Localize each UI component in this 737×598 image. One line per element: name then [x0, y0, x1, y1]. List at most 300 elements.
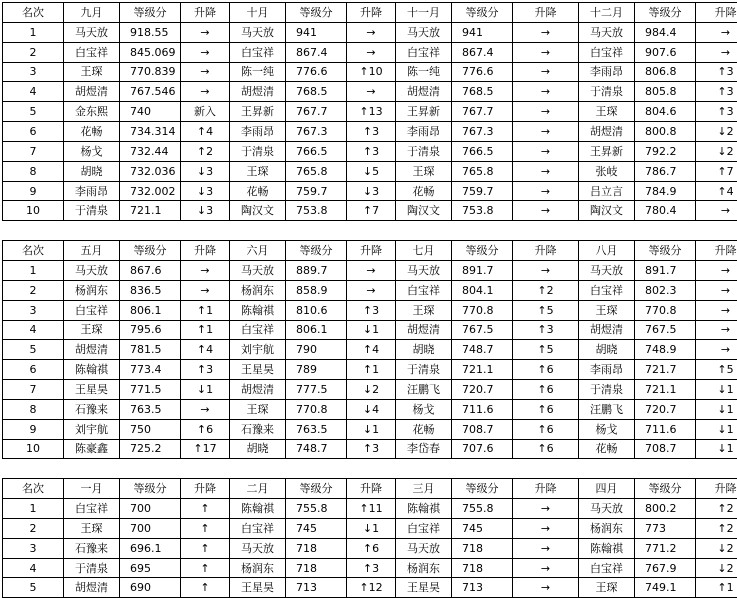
- rank-change-cell: ↑17: [181, 439, 230, 459]
- player-name-cell: 杨润东: [579, 518, 635, 538]
- player-name-cell: 马天放: [230, 22, 286, 42]
- rank-cell: 7: [3, 380, 64, 400]
- rank-change-cell: 新入: [181, 102, 230, 122]
- spacer-cell: [635, 459, 696, 479]
- rating-cell: 771.2: [635, 538, 696, 558]
- player-name-cell: 白宝祥: [579, 42, 635, 62]
- rating-cell: 753.8: [286, 201, 347, 221]
- rank-change-cell: ↓3: [181, 201, 230, 221]
- column-header: 等级分: [120, 3, 181, 23]
- player-name-cell: 花畅: [64, 122, 120, 142]
- rank-change-cell: ↑2: [513, 280, 579, 300]
- player-name-cell: 杨润东: [230, 280, 286, 300]
- player-name-cell: 白宝祥: [64, 499, 120, 519]
- rank-change-cell: ↑1: [181, 300, 230, 320]
- player-name-cell: 汪鹏飞: [579, 399, 635, 419]
- player-name-cell: 胡煜清: [396, 82, 452, 102]
- rank-change-cell: →: [513, 558, 579, 578]
- player-name-cell: 王琛: [396, 161, 452, 181]
- rank-change-cell: ↓2: [347, 380, 396, 400]
- rank-cell: 2: [3, 518, 64, 538]
- column-header: 十二月: [579, 3, 635, 23]
- rating-cell: 750: [120, 419, 181, 439]
- rank-cell: 1: [3, 22, 64, 42]
- rating-cell: 721.1: [120, 201, 181, 221]
- rank-change-cell: ↑6: [347, 538, 396, 558]
- player-name-cell: 马天放: [579, 260, 635, 280]
- column-header: 升降: [347, 479, 396, 499]
- table-row: [3, 201, 737, 221]
- player-name-cell: 王琛: [396, 300, 452, 320]
- column-header: 升降: [696, 241, 737, 261]
- rank-cell: 9: [3, 419, 64, 439]
- rating-cell: 740: [120, 102, 181, 122]
- rank-cell: 5: [3, 340, 64, 360]
- column-header: 等级分: [286, 479, 347, 499]
- player-name-cell: 石豫来: [64, 399, 120, 419]
- rank-change-cell: ↑4: [181, 122, 230, 142]
- rating-cell: 781.5: [120, 340, 181, 360]
- player-name-cell: 白宝祥: [396, 280, 452, 300]
- column-header: 七月: [396, 241, 452, 261]
- spacer-cell: [64, 221, 120, 241]
- spacer-cell: [579, 221, 635, 241]
- rank-change-cell: ↑6: [513, 360, 579, 380]
- rating-cell: 763.5: [286, 419, 347, 439]
- rating-cell: 745: [452, 518, 513, 538]
- player-name-cell: 王星昊: [230, 578, 286, 598]
- table-row: [3, 518, 737, 538]
- player-name-cell: 花畅: [579, 439, 635, 459]
- rating-cell: 713: [452, 578, 513, 598]
- rank-change-cell: ↑13: [347, 102, 396, 122]
- rating-cell: 711.6: [452, 399, 513, 419]
- player-name-cell: 刘宇航: [230, 340, 286, 360]
- rank-change-cell: →: [181, 260, 230, 280]
- player-name-cell: 白宝祥: [64, 42, 120, 62]
- rank-cell: 4: [3, 82, 64, 102]
- rank-change-cell: ↑: [181, 499, 230, 519]
- player-name-cell: 胡晓: [230, 439, 286, 459]
- player-name-cell: 胡煜清: [230, 380, 286, 400]
- player-name-cell: 胡煜清: [230, 82, 286, 102]
- rank-change-cell: →: [181, 22, 230, 42]
- rating-cell: 941: [286, 22, 347, 42]
- player-name-cell: 白宝祥: [396, 518, 452, 538]
- player-name-cell: 王琛: [230, 399, 286, 419]
- player-name-cell: 王琛: [64, 518, 120, 538]
- rank-cell: 4: [3, 320, 64, 340]
- column-header: 升降: [696, 3, 737, 23]
- rank-change-cell: ↑3: [696, 82, 737, 102]
- spacer-cell: [120, 459, 181, 479]
- column-header: 五月: [64, 241, 120, 261]
- rank-change-cell: ↓1: [347, 320, 396, 340]
- spacer-cell: [120, 221, 181, 241]
- player-name-cell: 王琛: [579, 300, 635, 320]
- spacer-cell: [286, 459, 347, 479]
- ranking-table: [2, 2, 737, 598]
- rank-change-cell: →: [513, 82, 579, 102]
- rank-change-cell: ↑2: [696, 518, 737, 538]
- column-header: 六月: [230, 241, 286, 261]
- column-header: 升降: [181, 3, 230, 23]
- spacer-cell: [635, 221, 696, 241]
- rating-cell: 708.7: [452, 419, 513, 439]
- rank-change-cell: →: [181, 82, 230, 102]
- rank-change-cell: ↑3: [347, 300, 396, 320]
- rank-change-cell: ↑6: [513, 439, 579, 459]
- rank-change-cell: →: [513, 578, 579, 598]
- rating-cell: 770.8: [635, 300, 696, 320]
- spacer-cell: [181, 221, 230, 241]
- player-name-cell: 白宝祥: [64, 300, 120, 320]
- player-name-cell: 胡煜清: [396, 320, 452, 340]
- rank-change-cell: ↑4: [181, 340, 230, 360]
- rating-cell: 867.4: [286, 42, 347, 62]
- player-name-cell: 王星昊: [64, 380, 120, 400]
- rank-change-cell: ↑5: [696, 360, 737, 380]
- rating-cell: 941: [452, 22, 513, 42]
- rank-cell: 8: [3, 161, 64, 181]
- rank-change-cell: ↑6: [513, 419, 579, 439]
- player-name-cell: 白宝祥: [230, 320, 286, 340]
- player-name-cell: 陈一纯: [230, 62, 286, 82]
- rank-change-cell: ↑3: [513, 320, 579, 340]
- rank-change-cell: ↑5: [513, 340, 579, 360]
- rating-cell: 718: [452, 558, 513, 578]
- rank-change-cell: ↓1: [347, 419, 396, 439]
- rank-change-cell: →: [513, 122, 579, 142]
- table-row: [3, 260, 737, 280]
- player-name-cell: 白宝祥: [579, 280, 635, 300]
- rating-cell: 720.7: [635, 399, 696, 419]
- rank-cell: 5: [3, 102, 64, 122]
- rating-cell: 718: [452, 538, 513, 558]
- player-name-cell: 金东熙: [64, 102, 120, 122]
- player-name-cell: 马天放: [64, 260, 120, 280]
- rank-change-cell: →: [696, 280, 737, 300]
- rating-cell: 773: [635, 518, 696, 538]
- table-row: [3, 578, 737, 598]
- player-name-cell: 张岐: [579, 161, 635, 181]
- spacer-cell: [513, 221, 579, 241]
- spacer-cell: [3, 221, 64, 241]
- rating-cell: 889.7: [286, 260, 347, 280]
- rating-cell: 753.8: [452, 201, 513, 221]
- rank-change-cell: ↓3: [181, 181, 230, 201]
- rating-cell: 767.546: [120, 82, 181, 102]
- table-row: [3, 82, 737, 102]
- rank-change-cell: →: [513, 102, 579, 122]
- table-row: [3, 280, 737, 300]
- header-row: [3, 479, 737, 499]
- column-header: 一月: [64, 479, 120, 499]
- rank-change-cell: →: [513, 518, 579, 538]
- rating-cell: 768.5: [286, 82, 347, 102]
- rank-change-cell: →: [181, 62, 230, 82]
- rank-cell: 4: [3, 558, 64, 578]
- rank-change-cell: ↑5: [513, 300, 579, 320]
- rank-change-cell: ↓4: [347, 399, 396, 419]
- player-name-cell: 李岱春: [396, 439, 452, 459]
- column-header: 三月: [396, 479, 452, 499]
- block-spacer-row: [3, 221, 737, 241]
- rating-cell: 759.7: [452, 181, 513, 201]
- rank-change-cell: →: [513, 499, 579, 519]
- rating-cell: 776.6: [452, 62, 513, 82]
- player-name-cell: 马天放: [579, 22, 635, 42]
- player-name-cell: 石豫来: [230, 419, 286, 439]
- player-name-cell: 白宝祥: [579, 558, 635, 578]
- rank-cell: 6: [3, 360, 64, 380]
- rank-change-cell: →: [181, 399, 230, 419]
- player-name-cell: 胡煜清: [64, 340, 120, 360]
- rank-change-cell: →: [347, 42, 396, 62]
- rating-cell: 845.069: [120, 42, 181, 62]
- player-name-cell: 花畅: [230, 181, 286, 201]
- rank-cell: 1: [3, 260, 64, 280]
- rank-change-cell: ↑1: [696, 578, 737, 598]
- player-name-cell: 王昇新: [230, 102, 286, 122]
- player-name-cell: 白宝祥: [230, 518, 286, 538]
- spacer-cell: [286, 221, 347, 241]
- player-name-cell: 杨润东: [396, 558, 452, 578]
- player-name-cell: 胡晓: [579, 340, 635, 360]
- rank-change-cell: ↓1: [696, 380, 737, 400]
- rating-cell: 786.7: [635, 161, 696, 181]
- rating-cell: 721.1: [452, 360, 513, 380]
- rating-cell: 806.1: [286, 320, 347, 340]
- player-name-cell: 李雨昂: [579, 62, 635, 82]
- rank-change-cell: ↑2: [181, 141, 230, 161]
- rating-cell: 867.4: [452, 42, 513, 62]
- rating-cell: 789: [286, 360, 347, 380]
- rating-cell: 804.6: [635, 102, 696, 122]
- rank-change-cell: ↓2: [696, 122, 737, 142]
- rank-change-cell: →: [181, 280, 230, 300]
- rank-cell: 1: [3, 499, 64, 519]
- player-name-cell: 花畅: [396, 181, 452, 201]
- table-row: [3, 558, 737, 578]
- rank-change-cell: ↑12: [347, 578, 396, 598]
- player-name-cell: 王琛: [579, 578, 635, 598]
- rating-cell: 773.4: [120, 360, 181, 380]
- rating-cell: 765.8: [452, 161, 513, 181]
- player-name-cell: 于清泉: [396, 141, 452, 161]
- player-name-cell: 陶汉文: [230, 201, 286, 221]
- rank-cell: 7: [3, 141, 64, 161]
- column-header: 升降: [181, 241, 230, 261]
- rank-change-cell: ↑: [181, 518, 230, 538]
- rating-cell: 767.5: [452, 320, 513, 340]
- rating-cell: 767.3: [286, 122, 347, 142]
- rating-cell: 771.5: [120, 380, 181, 400]
- player-name-cell: 杨戈: [579, 419, 635, 439]
- rank-cell: 9: [3, 181, 64, 201]
- column-header: 等级分: [120, 479, 181, 499]
- player-name-cell: 杨润东: [64, 280, 120, 300]
- rating-cell: 891.7: [635, 260, 696, 280]
- column-header: 等级分: [635, 479, 696, 499]
- rating-cell: 767.9: [635, 558, 696, 578]
- rank-change-cell: ↓3: [347, 181, 396, 201]
- rank-change-cell: ↑: [181, 558, 230, 578]
- column-header: 升降: [513, 241, 579, 261]
- rating-cell: 700: [120, 499, 181, 519]
- rank-change-cell: ↑6: [513, 380, 579, 400]
- rating-cell: 770.839: [120, 62, 181, 82]
- table-row: [3, 399, 737, 419]
- rank-change-cell: →: [513, 201, 579, 221]
- spacer-cell: [696, 221, 737, 241]
- column-header: 等级分: [286, 3, 347, 23]
- header-row: [3, 241, 737, 261]
- player-name-cell: 杨戈: [64, 141, 120, 161]
- spacer-cell: [396, 459, 452, 479]
- spacer-cell: [396, 221, 452, 241]
- rating-cell: 767.7: [286, 102, 347, 122]
- rank-change-cell: →: [513, 260, 579, 280]
- column-header: 十一月: [396, 3, 452, 23]
- rank-cell: 2: [3, 42, 64, 62]
- rating-cell: 768.5: [452, 82, 513, 102]
- rank-change-cell: ↑1: [347, 360, 396, 380]
- player-name-cell: 于清泉: [230, 141, 286, 161]
- table-row: [3, 300, 737, 320]
- rank-change-cell: →: [696, 201, 737, 221]
- column-header: 名次: [3, 479, 64, 499]
- player-name-cell: 胡煜清: [579, 320, 635, 340]
- rank-change-cell: ↓1: [181, 380, 230, 400]
- rating-cell: 748.9: [635, 340, 696, 360]
- player-name-cell: 白宝祥: [230, 42, 286, 62]
- table-row: [3, 360, 737, 380]
- player-name-cell: 陈翰祺: [230, 300, 286, 320]
- rank-change-cell: ↑3: [347, 558, 396, 578]
- rank-change-cell: ↑3: [347, 439, 396, 459]
- rating-cell: 711.6: [635, 419, 696, 439]
- rating-cell: 792.2: [635, 141, 696, 161]
- column-header: 等级分: [286, 241, 347, 261]
- spacer-cell: [452, 221, 513, 241]
- rating-cell: 767.3: [452, 122, 513, 142]
- rating-cell: 867.6: [120, 260, 181, 280]
- player-name-cell: 杨润东: [230, 558, 286, 578]
- player-name-cell: 王昇新: [396, 102, 452, 122]
- player-name-cell: 陈一纯: [396, 62, 452, 82]
- player-name-cell: 石豫来: [64, 538, 120, 558]
- rating-cell: 790: [286, 340, 347, 360]
- rank-change-cell: ↓2: [696, 141, 737, 161]
- column-header: 等级分: [452, 3, 513, 23]
- table-row: [3, 419, 737, 439]
- rank-change-cell: ↑4: [347, 340, 396, 360]
- rating-cell: 765.8: [286, 161, 347, 181]
- column-header: 升降: [347, 3, 396, 23]
- rating-cell: 804.1: [452, 280, 513, 300]
- rating-cell: 770.8: [286, 399, 347, 419]
- rank-change-cell: ↑2: [696, 499, 737, 519]
- rank-change-cell: →: [347, 22, 396, 42]
- rank-change-cell: ↓1: [696, 419, 737, 439]
- player-name-cell: 王琛: [64, 320, 120, 340]
- rating-cell: 721.7: [635, 360, 696, 380]
- rank-change-cell: ↓1: [696, 439, 737, 459]
- rating-cell: 718: [286, 538, 347, 558]
- rank-change-cell: →: [513, 62, 579, 82]
- rating-cell: 891.7: [452, 260, 513, 280]
- rating-cell: 777.5: [286, 380, 347, 400]
- player-name-cell: 于清泉: [396, 360, 452, 380]
- player-name-cell: 陶汉文: [579, 201, 635, 221]
- spacer-cell: [64, 459, 120, 479]
- rank-cell: 3: [3, 300, 64, 320]
- table-row: [3, 538, 737, 558]
- rating-cell: 810.6: [286, 300, 347, 320]
- player-name-cell: 刘宇航: [64, 419, 120, 439]
- player-name-cell: 李雨昂: [230, 122, 286, 142]
- column-header: 升降: [513, 3, 579, 23]
- rating-cell: 802.3: [635, 280, 696, 300]
- player-name-cell: 马天放: [64, 22, 120, 42]
- rating-cell: 763.5: [120, 399, 181, 419]
- player-name-cell: 马天放: [396, 538, 452, 558]
- rating-cell: 745: [286, 518, 347, 538]
- rating-cell: 732.44: [120, 141, 181, 161]
- player-name-cell: 于清泉: [64, 201, 120, 221]
- rank-change-cell: ↑1: [181, 320, 230, 340]
- header-row: [3, 3, 737, 23]
- rank-change-cell: ↑3: [181, 360, 230, 380]
- rank-change-cell: ↑3: [696, 102, 737, 122]
- spacer-cell: [452, 459, 513, 479]
- player-name-cell: 陈翰祺: [579, 538, 635, 558]
- rank-change-cell: ↑7: [347, 201, 396, 221]
- rating-cell: 721.1: [635, 380, 696, 400]
- rank-change-cell: ↑3: [347, 122, 396, 142]
- player-name-cell: 王星昊: [230, 360, 286, 380]
- table-row: [3, 380, 737, 400]
- rating-cell: 766.5: [452, 141, 513, 161]
- player-name-cell: 胡煜清: [64, 578, 120, 598]
- spacer-cell: [181, 459, 230, 479]
- rank-change-cell: ↑11: [347, 499, 396, 519]
- rating-cell: 732.036: [120, 161, 181, 181]
- table-row: [3, 439, 737, 459]
- rank-change-cell: ↑4: [696, 181, 737, 201]
- rating-cell: 755.8: [286, 499, 347, 519]
- rank-change-cell: ↑3: [696, 62, 737, 82]
- rank-change-cell: →: [513, 161, 579, 181]
- rank-change-cell: ↑: [181, 578, 230, 598]
- player-name-cell: 杨戈: [396, 399, 452, 419]
- rank-cell: 3: [3, 62, 64, 82]
- rating-cell: 734.314: [120, 122, 181, 142]
- column-header: 等级分: [635, 241, 696, 261]
- rating-cell: 858.9: [286, 280, 347, 300]
- rank-change-cell: ↑7: [696, 161, 737, 181]
- player-name-cell: 马天放: [396, 22, 452, 42]
- spacer-cell: [347, 459, 396, 479]
- spacer-cell: [513, 459, 579, 479]
- player-name-cell: 王琛: [230, 161, 286, 181]
- spacer-cell: [579, 459, 635, 479]
- rank-change-cell: ↓5: [347, 161, 396, 181]
- rank-change-cell: ↓2: [696, 538, 737, 558]
- table-row: [3, 340, 737, 360]
- rating-cell: 784.9: [635, 181, 696, 201]
